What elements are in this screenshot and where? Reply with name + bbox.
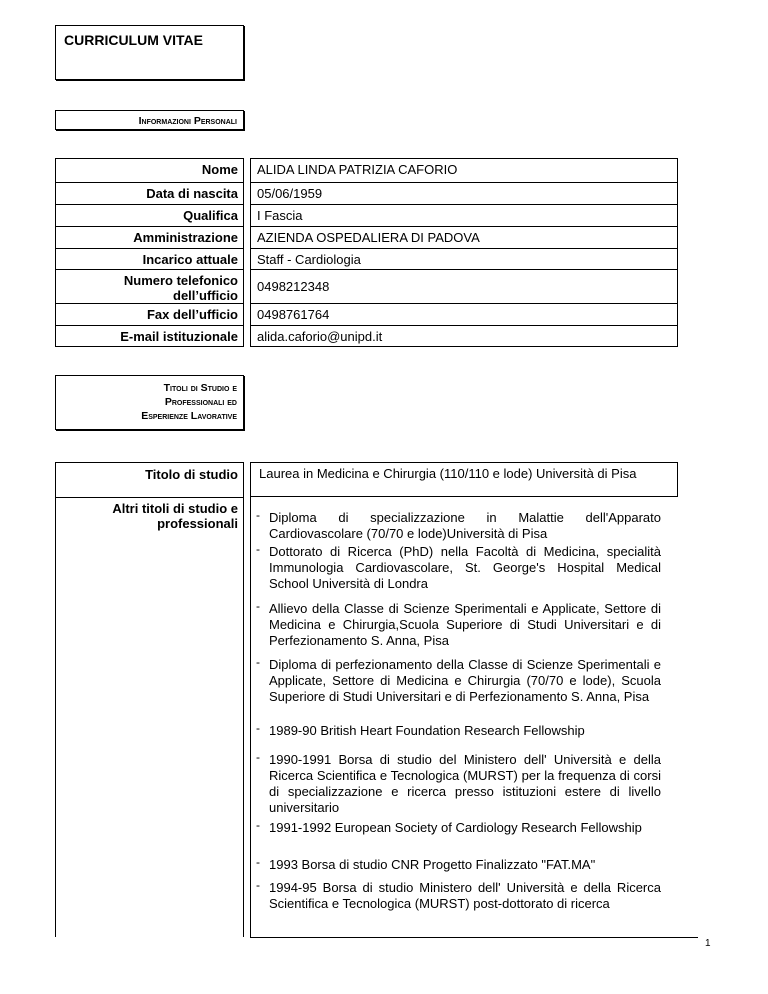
value-incarico: Staff - Cardiologia [250,248,678,269]
label-amministrazione: Amministrazione [55,226,244,248]
value-fax: 0498761764 [250,303,678,325]
section-titles-line2: Professionali ed [164,396,237,408]
list-item-text: 1989-90 British Heart Foundation Research Fellowship [269,723,585,738]
section-titles-line1: Titoli di Studio e [163,382,237,394]
label-nome: Nome [55,158,244,182]
label-incarico: Incarico attuale [55,248,244,269]
list-item-text: Diploma di specializzazione in Malattie dell'Apparato Cardiovascolare (70/70 e lode)Università di Pisa [269,510,661,541]
list-item-text: 1991-1992 European Society of Cardiology Research Fellowship [269,820,642,835]
document-title: CURRICULUM VITAE [64,32,203,48]
value-telefono: 0498212348 [250,269,678,303]
section-titles [55,375,244,430]
section-personal-title: Informazioni Personali [138,115,237,127]
label-qualifica: Qualifica [55,204,244,226]
altri-titoli-list: - Diploma di specializzazione in Malattie dell'Apparato Cardiovascolare (70/70 e lode)Università di Pisa - Dottorato di Ricerca (PhD) nella Facoltà di Medicina, specialità Immunologia Cardiovascolare, St. George's Hospital Medical School Università di Londra - Allievo della Classe di Scienze Sperimentali e Applicate, Settore di Medicina e Chirurgia,Scuola Superiore di Studi Universitari e di Perfezionamento S. Anna, Pisa - Diploma di perfezionamento della Classe di Scienze Sperimentali e Applicate, Settore di Medicina e Chirurgia (70/70 e lode), Scuola Superiore di Studi Universitari e di Perfezionamento S. Anna, Pisa - 1989-90 British Heart Foundation Research Fellowship - 1990-1991 Borsa di studio del Ministero dell' Università e della Ricerca Scientifica e Tecnologica (MURST) per la frequenza di corsi di specializzazione e ricerca presso istituzioni estere di livello universitario - 1991-1992 European Society of Cardiology Research Fellowship - 1993 Borsa di studio CNR Progetto Finalizzato "FAT.MA" - 1994-95 Borsa di studio Ministero dell' Università e della Ricerca Scientifica e Tecnologica (MURST) post-dottorato di ricerca [250,497,678,937]
value-qualifica: I Fascia [250,204,678,226]
section-titles-line3: Esperienze Lavorative [141,410,237,422]
email-link[interactable]: alida.caforio@unipd.it [257,329,383,344]
page-number: 1 [705,938,711,949]
list-item-text: Diploma di perfezionamento della Classe di Scienze Sperimentali e Applicate, Settore di Medicina e Chirurgia (70/70 e lode), Scuola Superiore di Studi Universitari e di Perfezionamento S. Anna, Pisa [269,657,661,704]
list-item-text: 1994-95 Borsa di studio Ministero dell' Università e della Ricerca Scientifica e Tecnologica (MURST) post-dottorato di ricerca [269,880,661,911]
section-personal-info [55,110,244,130]
footer-rule [250,937,698,938]
label-email: E-mail istituzionale [55,325,244,347]
label-fax: Fax dell’ufficio [55,303,244,325]
value-titolo-di-studio: Laurea in Medicina e Chirurgia (110/110 e lode) Università di Pisa [259,466,637,481]
list-item-text: Dottorato di Ricerca (PhD) nella Facoltà di Medicina, specialità Immunologia Cardiovascolare, St. George's Hospital Medical School Università di Londra [269,544,661,591]
cv-title-box [55,25,244,80]
label-titolo-di-studio: Titolo di studio [145,467,238,482]
value-email [250,325,678,347]
value-titolo-box [250,462,678,497]
value-amministrazione: AZIENDA OSPEDALIERA DI PADOVA [250,226,678,248]
list-item-text: 1993 Borsa di studio CNR Progetto Finalizzato "FAT.MA" [269,857,596,872]
list-item-text: 1990-1991 Borsa di studio del Ministero dell' Università e della Ricerca Scientifica e Tecnologica (MURST) per la frequenza di corsi di specializzazione e ricerca presso istituzioni estere di livello universitario [269,752,661,815]
label-altri-titoli: Altri titoli di studio e professionali [112,501,238,531]
education-label-column [55,462,244,937]
list-item-text: Allievo della Classe di Scienze Sperimentali e Applicate, Settore di Medicina e Chirurgia,Scuola Superiore di Studi Universitari e di Perfezionamento S. Anna, Pisa [269,601,661,648]
divider [56,497,243,498]
label-telefono: Numero telefonico dell’ufficio [55,269,244,303]
value-data-nascita: 05/06/1959 [250,182,678,204]
value-nome: ALIDA LINDA PATRIZIA CAFORIO [250,158,678,182]
label-data-nascita: Data di nascita [55,182,244,204]
